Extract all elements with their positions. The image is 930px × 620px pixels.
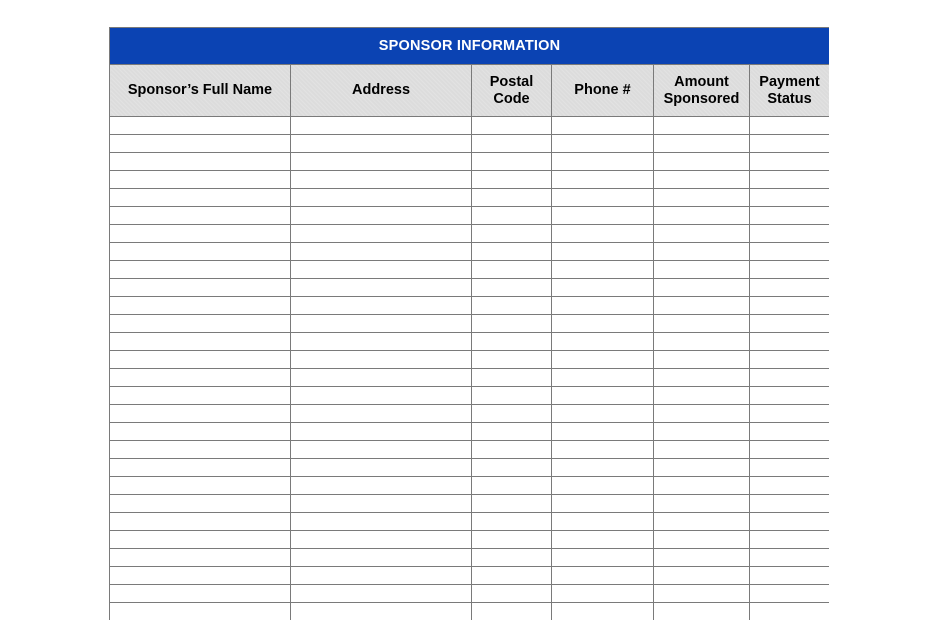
amount-sponsored-cell[interactable] [654, 225, 750, 243]
amount-sponsored-cell[interactable] [654, 279, 750, 297]
phone-cell[interactable] [552, 171, 654, 189]
sponsor-name-cell[interactable] [110, 351, 291, 369]
phone-cell[interactable] [552, 261, 654, 279]
address-cell[interactable] [291, 171, 472, 189]
table-row [110, 387, 830, 405]
amount-sponsored-cell[interactable] [654, 459, 750, 477]
column-header-address: Address [291, 65, 472, 117]
table-row [110, 513, 830, 531]
table-row [110, 369, 830, 387]
postal-code-cell[interactable] [472, 585, 552, 603]
sponsor-name-cell[interactable] [110, 297, 291, 315]
payment-status-cell[interactable] [750, 261, 830, 279]
phone-cell[interactable] [552, 477, 654, 495]
phone-cell[interactable] [552, 585, 654, 603]
amount-sponsored-cell[interactable] [654, 189, 750, 207]
table-row [110, 261, 830, 279]
table-row [110, 585, 830, 603]
address-cell[interactable] [291, 405, 472, 423]
phone-cell[interactable] [552, 423, 654, 441]
postal-code-cell[interactable] [472, 405, 552, 423]
payment-status-cell[interactable] [750, 477, 830, 495]
postal-code-cell[interactable] [472, 441, 552, 459]
table-row [110, 117, 830, 135]
postal-code-cell[interactable] [472, 117, 552, 135]
table-row [110, 207, 830, 225]
address-cell[interactable] [291, 477, 472, 495]
postal-code-cell[interactable] [472, 297, 552, 315]
table-row [110, 333, 830, 351]
table-row [110, 351, 830, 369]
payment-status-cell[interactable] [750, 315, 830, 333]
sponsor-name-cell[interactable] [110, 477, 291, 495]
amount-sponsored-cell[interactable] [654, 495, 750, 513]
phone-cell[interactable] [552, 225, 654, 243]
column-header-payment-status: Payment Status [750, 65, 830, 117]
amount-sponsored-cell[interactable] [654, 603, 750, 620]
postal-code-cell[interactable] [472, 135, 552, 153]
phone-cell[interactable] [552, 513, 654, 531]
amount-sponsored-cell[interactable] [654, 153, 750, 171]
payment-status-cell[interactable] [750, 549, 830, 567]
header-row [110, 65, 830, 117]
table-row [110, 603, 830, 620]
address-cell[interactable] [291, 351, 472, 369]
phone-cell[interactable] [552, 495, 654, 513]
postal-code-cell[interactable] [472, 171, 552, 189]
sponsor-name-cell[interactable] [110, 567, 291, 585]
sponsor-name-cell[interactable] [110, 423, 291, 441]
table-row [110, 243, 830, 261]
payment-status-cell[interactable] [750, 117, 830, 135]
payment-status-cell[interactable] [750, 603, 830, 620]
postal-code-cell[interactable] [472, 531, 552, 549]
postal-code-cell[interactable] [472, 153, 552, 171]
address-cell[interactable] [291, 495, 472, 513]
table-title: SPONSOR INFORMATION [110, 28, 830, 65]
phone-cell[interactable] [552, 117, 654, 135]
payment-status-cell[interactable] [750, 171, 830, 189]
amount-sponsored-cell[interactable] [654, 477, 750, 495]
amount-sponsored-cell[interactable] [654, 369, 750, 387]
sponsor-name-cell[interactable] [110, 333, 291, 351]
phone-cell[interactable] [552, 315, 654, 333]
amount-sponsored-cell[interactable] [654, 117, 750, 135]
amount-sponsored-cell[interactable] [654, 441, 750, 459]
column-header-postal-code: Postal Code [472, 65, 552, 117]
amount-sponsored-cell[interactable] [654, 261, 750, 279]
sponsor-information-sheet [109, 27, 829, 620]
phone-cell[interactable] [552, 243, 654, 261]
amount-sponsored-cell[interactable] [654, 567, 750, 585]
postal-code-cell[interactable] [472, 603, 552, 620]
sponsor-name-cell[interactable] [110, 315, 291, 333]
postal-code-cell[interactable] [472, 351, 552, 369]
amount-sponsored-cell[interactable] [654, 315, 750, 333]
payment-status-cell[interactable] [750, 495, 830, 513]
table-row [110, 297, 830, 315]
table-row [110, 531, 830, 549]
sponsor-name-cell[interactable] [110, 261, 291, 279]
amount-sponsored-cell[interactable] [654, 297, 750, 315]
postal-code-cell[interactable] [472, 207, 552, 225]
sponsor-name-cell[interactable] [110, 459, 291, 477]
sponsor-name-cell[interactable] [110, 117, 291, 135]
payment-status-cell[interactable] [750, 405, 830, 423]
phone-cell[interactable] [552, 351, 654, 369]
amount-sponsored-cell[interactable] [654, 405, 750, 423]
amount-sponsored-cell[interactable] [654, 243, 750, 261]
address-cell[interactable] [291, 297, 472, 315]
payment-status-cell[interactable] [750, 531, 830, 549]
column-header-amount-sponsored: Amount Sponsored [654, 65, 750, 117]
table-row [110, 495, 830, 513]
payment-status-cell[interactable] [750, 387, 830, 405]
column-header-sponsor-name: Sponsor’s Full Name [110, 65, 291, 117]
sponsor-name-cell[interactable] [110, 207, 291, 225]
postal-code-cell[interactable] [472, 387, 552, 405]
column-header-phone: Phone # [552, 65, 654, 117]
table-row [110, 441, 830, 459]
table-row [110, 135, 830, 153]
amount-sponsored-cell[interactable] [654, 585, 750, 603]
sponsor-name-cell[interactable] [110, 513, 291, 531]
payment-status-cell[interactable] [750, 279, 830, 297]
address-cell[interactable] [291, 261, 472, 279]
address-cell[interactable] [291, 189, 472, 207]
address-cell[interactable] [291, 207, 472, 225]
table-row [110, 171, 830, 189]
payment-status-cell[interactable] [750, 297, 830, 315]
address-cell[interactable] [291, 585, 472, 603]
address-cell[interactable] [291, 549, 472, 567]
table-row [110, 567, 830, 585]
table-row [110, 189, 830, 207]
postal-code-cell[interactable] [472, 243, 552, 261]
amount-sponsored-cell[interactable] [654, 531, 750, 549]
payment-status-cell[interactable] [750, 207, 830, 225]
sponsor-name-cell[interactable] [110, 441, 291, 459]
postal-code-cell[interactable] [472, 567, 552, 585]
address-cell[interactable] [291, 153, 472, 171]
sponsor-name-cell[interactable] [110, 225, 291, 243]
phone-cell[interactable] [552, 441, 654, 459]
table-row [110, 153, 830, 171]
payment-status-cell[interactable] [750, 459, 830, 477]
payment-status-cell[interactable] [750, 333, 830, 351]
table-row [110, 279, 830, 297]
table-row [110, 423, 830, 441]
payment-status-cell[interactable] [750, 423, 830, 441]
address-cell[interactable] [291, 135, 472, 153]
phone-cell[interactable] [552, 135, 654, 153]
table-row [110, 459, 830, 477]
payment-status-cell[interactable] [750, 153, 830, 171]
phone-cell[interactable] [552, 207, 654, 225]
payment-status-cell[interactable] [750, 513, 830, 531]
postal-code-cell[interactable] [472, 495, 552, 513]
sponsor-name-cell[interactable] [110, 279, 291, 297]
postal-code-cell[interactable] [472, 279, 552, 297]
phone-cell[interactable] [552, 549, 654, 567]
postal-code-cell[interactable] [472, 315, 552, 333]
phone-cell[interactable] [552, 297, 654, 315]
sponsor-name-cell[interactable] [110, 531, 291, 549]
postal-code-cell[interactable] [472, 513, 552, 531]
amount-sponsored-cell[interactable] [654, 549, 750, 567]
table-row [110, 549, 830, 567]
sponsor-name-cell[interactable] [110, 549, 291, 567]
address-cell[interactable] [291, 531, 472, 549]
sponsor-name-cell[interactable] [110, 171, 291, 189]
payment-status-cell[interactable] [750, 135, 830, 153]
address-cell[interactable] [291, 333, 472, 351]
phone-cell[interactable] [552, 405, 654, 423]
postal-code-cell[interactable] [472, 459, 552, 477]
postal-code-cell[interactable] [472, 423, 552, 441]
sponsor-name-cell[interactable] [110, 369, 291, 387]
address-cell[interactable] [291, 441, 472, 459]
postal-code-cell[interactable] [472, 261, 552, 279]
address-cell[interactable] [291, 603, 472, 620]
amount-sponsored-cell[interactable] [654, 135, 750, 153]
table-row [110, 477, 830, 495]
address-cell[interactable] [291, 513, 472, 531]
phone-cell[interactable] [552, 567, 654, 585]
payment-status-cell[interactable] [750, 369, 830, 387]
sponsor-name-cell[interactable] [110, 603, 291, 620]
phone-cell[interactable] [552, 603, 654, 620]
amount-sponsored-cell[interactable] [654, 387, 750, 405]
table-row [110, 225, 830, 243]
phone-cell[interactable] [552, 387, 654, 405]
sponsor-name-cell[interactable] [110, 495, 291, 513]
payment-status-cell[interactable] [750, 189, 830, 207]
phone-cell[interactable] [552, 279, 654, 297]
amount-sponsored-cell[interactable] [654, 513, 750, 531]
postal-code-cell[interactable] [472, 549, 552, 567]
amount-sponsored-cell[interactable] [654, 333, 750, 351]
sponsor-name-cell[interactable] [110, 585, 291, 603]
address-cell[interactable] [291, 459, 472, 477]
payment-status-cell[interactable] [750, 351, 830, 369]
amount-sponsored-cell[interactable] [654, 351, 750, 369]
sponsor-table [109, 27, 829, 620]
phone-cell[interactable] [552, 531, 654, 549]
address-cell[interactable] [291, 369, 472, 387]
address-cell[interactable] [291, 279, 472, 297]
table-row [110, 315, 830, 333]
address-cell[interactable] [291, 387, 472, 405]
payment-status-cell[interactable] [750, 567, 830, 585]
address-cell[interactable] [291, 315, 472, 333]
sponsor-name-cell[interactable] [110, 153, 291, 171]
payment-status-cell[interactable] [750, 585, 830, 603]
amount-sponsored-cell[interactable] [654, 171, 750, 189]
address-cell[interactable] [291, 243, 472, 261]
postal-code-cell[interactable] [472, 189, 552, 207]
payment-status-cell[interactable] [750, 243, 830, 261]
phone-cell[interactable] [552, 459, 654, 477]
postal-code-cell[interactable] [472, 369, 552, 387]
phone-cell[interactable] [552, 333, 654, 351]
phone-cell[interactable] [552, 153, 654, 171]
amount-sponsored-cell[interactable] [654, 207, 750, 225]
postal-code-cell[interactable] [472, 333, 552, 351]
phone-cell[interactable] [552, 189, 654, 207]
address-cell[interactable] [291, 117, 472, 135]
sponsor-name-cell[interactable] [110, 135, 291, 153]
sponsor-name-cell[interactable] [110, 189, 291, 207]
address-cell[interactable] [291, 225, 472, 243]
amount-sponsored-cell[interactable] [654, 423, 750, 441]
sponsor-name-cell[interactable] [110, 243, 291, 261]
postal-code-cell[interactable] [472, 225, 552, 243]
payment-status-cell[interactable] [750, 225, 830, 243]
address-cell[interactable] [291, 567, 472, 585]
phone-cell[interactable] [552, 369, 654, 387]
address-cell[interactable] [291, 423, 472, 441]
sponsor-name-cell[interactable] [110, 405, 291, 423]
postal-code-cell[interactable] [472, 477, 552, 495]
table-row [110, 405, 830, 423]
payment-status-cell[interactable] [750, 441, 830, 459]
sponsor-name-cell[interactable] [110, 387, 291, 405]
